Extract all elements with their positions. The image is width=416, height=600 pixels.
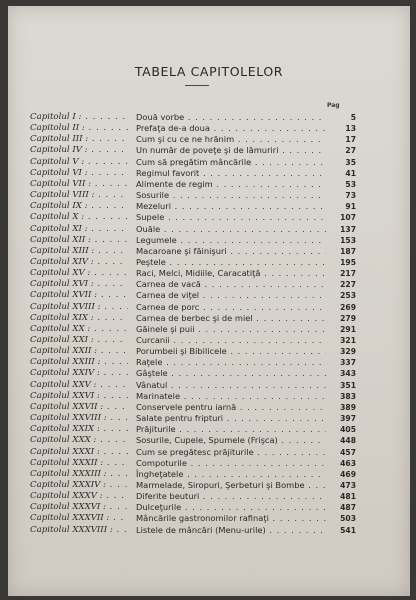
chapter-number: Capitolul XXXVI : . . . — [30, 502, 128, 513]
chapter-title: Sosurile . . . — [136, 190, 326, 201]
chapter-page-number: 469 — [340, 469, 356, 479]
chapter-page-number: 27 — [345, 146, 356, 156]
chapter-number: Capitolul XXI : . . . — [30, 335, 128, 346]
chapter-number: Capitolul XXXI : . . . — [30, 447, 128, 458]
chapter-number: Capitolul XXXVIII : . . . — [30, 525, 128, 536]
chapter-number: Capitolul XXXII : . . . — [30, 458, 128, 469]
chapter-number: Capitolul VIII : . . . — [30, 190, 128, 201]
chapter-number: Capitolul XX : . . . — [30, 324, 128, 335]
chapter-number: Capitolul XVIII : . . . — [30, 302, 128, 313]
toc-row — [8, 279, 410, 290]
chapter-page-number: 448 — [340, 436, 356, 446]
chapter-number: Capitolul XII : . . . — [30, 235, 128, 246]
chapter-page-number: 187 — [340, 246, 356, 256]
chapter-page-number: 227 — [340, 280, 356, 290]
chapter-page-number: 473 — [340, 480, 356, 490]
chapter-page-number: 5 — [350, 113, 356, 122]
chapter-title: Mezeluri . . . — [136, 201, 326, 212]
chapter-number: Capitolul XXV : . . . — [30, 380, 128, 391]
toc-row — [8, 513, 410, 524]
page-title: TABELA CAPITOLELOR — [134, 64, 284, 79]
chapter-title: Carnea de vacă . . . — [136, 279, 326, 290]
chapter-title: Sosurile, Cupele, Spumele (Frişca) . . . — [136, 435, 326, 446]
chapter-page-number: 397 — [340, 414, 356, 424]
chapter-number: Capitolul IX : . . . — [30, 201, 128, 212]
chapter-title: Listele de mâncări (Menu-urile) . . . — [136, 525, 326, 536]
chapter-title: Peştele . . . — [136, 257, 326, 268]
chapter-title: Două vorbe . . . — [136, 112, 326, 123]
chapter-title: Porumbeii şi Bibilicele . . . — [136, 346, 326, 357]
chapter-page-number: 73 — [345, 191, 356, 201]
toc-row — [8, 157, 410, 168]
chapter-page-number: 337 — [340, 358, 356, 368]
toc-row — [8, 235, 410, 246]
chapter-number: Capitolul V : . . . — [30, 157, 128, 168]
toc-row — [8, 346, 410, 357]
toc-row — [8, 391, 410, 402]
chapter-title: Diferite beuturi . . . — [136, 491, 326, 502]
chapter-title: Carnea de porc . . . — [136, 302, 326, 313]
toc-row — [8, 525, 410, 536]
chapter-page-number: 351 — [340, 380, 356, 390]
chapter-title: Cum şi cu ce ne hrănim . . . — [136, 134, 326, 145]
toc-row — [8, 469, 410, 480]
toc-row — [8, 224, 410, 235]
toc-row — [8, 424, 410, 435]
chapter-page-number: 253 — [340, 291, 356, 301]
toc-row — [8, 480, 410, 491]
chapter-page-number: 457 — [340, 447, 356, 457]
chapter-number: Capitolul XV : . . . — [30, 268, 128, 279]
chapter-number: Capitolul XIV : . . . — [30, 257, 128, 268]
chapter-title: Salate pentru fripturi . . . — [136, 413, 326, 424]
chapter-page-number: 217 — [340, 269, 356, 279]
toc-row — [8, 491, 410, 502]
chapter-number: Capitolul XXXIV : . . . — [30, 480, 128, 491]
chapter-number: Capitolul XXIX : . . . — [30, 424, 128, 435]
chapter-number: Capitolul XIII : . . . — [30, 246, 128, 257]
chapter-number: Capitolul XXX : . . . — [30, 435, 128, 446]
toc-row — [8, 447, 410, 458]
chapter-page-number: 383 — [340, 391, 356, 401]
chapter-number: Capitolul XXVI : . . . — [30, 391, 128, 402]
chapter-number: Capitolul VII : . . . — [30, 179, 128, 190]
chapter-title: Mâncările gastronomilor rafinaţi . . . — [136, 513, 326, 524]
chapter-title: Legumele . . . — [136, 235, 326, 246]
chapter-page-number: 269 — [340, 302, 356, 312]
chapter-number: Capitolul X : . . . — [30, 212, 128, 223]
chapter-page-number: 291 — [340, 324, 356, 334]
chapter-title: Curcanii . . . — [136, 335, 326, 346]
toc-row — [8, 368, 410, 379]
chapter-title: Conservele pentru iarnă . . . — [136, 402, 326, 413]
page-column-label: Pag — [327, 102, 340, 109]
chapter-number: Capitolul VI : . . . — [30, 168, 128, 179]
chapter-number: Capitolul XXXIII : . . . — [30, 469, 128, 480]
toc-row — [8, 123, 410, 134]
chapter-title: Macaroane şi făinişuri . . . — [136, 246, 326, 257]
chapter-title: Supele . . . — [136, 212, 326, 223]
chapter-page-number: 389 — [340, 402, 356, 412]
toc-row — [8, 190, 410, 201]
toc-row — [8, 112, 410, 123]
chapter-number: Capitolul IV : . . . — [30, 145, 128, 156]
toc-row — [8, 302, 410, 313]
toc-row — [8, 179, 410, 190]
chapter-number: Capitolul XXII : . . . — [30, 346, 128, 357]
chapter-page-number: 53 — [345, 179, 356, 189]
chapter-page-number: 463 — [340, 458, 356, 468]
chapter-page-number: 153 — [340, 235, 356, 245]
chapter-number: Capitolul XXIII : . . . — [30, 357, 128, 368]
chapter-page-number: 343 — [340, 369, 356, 379]
chapter-title: Alimente de regim . . . — [136, 179, 326, 190]
chapter-number: Capitolul XVII : . . . — [30, 290, 128, 301]
toc-row — [8, 313, 410, 324]
chapter-number: Capitolul II : . . . — [30, 123, 128, 134]
toc-row — [8, 201, 410, 212]
chapter-number: Capitolul XXIV : . . . — [30, 368, 128, 379]
chapter-page-number: 195 — [340, 257, 356, 267]
chapter-title: Cum să pregătim mâncările . . . — [136, 157, 326, 168]
chapter-page-number: 137 — [340, 224, 356, 234]
title-divider — [185, 85, 209, 86]
toc-row — [8, 502, 410, 513]
chapter-title: Carnea de viţel . . . — [136, 290, 326, 301]
toc-row — [8, 435, 410, 446]
toc-row — [8, 357, 410, 368]
toc-row — [8, 402, 410, 413]
chapter-title: Vânatul . . . — [136, 380, 326, 391]
chapter-number: Capitolul XXXV : . . . — [30, 491, 128, 502]
toc-row — [8, 335, 410, 346]
chapter-page-number: 41 — [345, 168, 356, 178]
chapter-number: Capitolul XXVIII : . . . — [30, 413, 128, 424]
chapter-page-number: 503 — [340, 514, 356, 524]
chapter-title: Prăjiturile . . . — [136, 424, 326, 435]
toc-row — [8, 246, 410, 257]
chapter-number: Capitolul I : . . . — [30, 112, 128, 123]
chapter-page-number: 17 — [345, 135, 356, 145]
chapter-title: Raţele . . . — [136, 357, 326, 368]
toc-row — [8, 268, 410, 279]
chapter-page-number: 35 — [345, 157, 356, 167]
toc-row — [8, 324, 410, 335]
chapter-number: Capitolul XIX : . . . — [30, 313, 128, 324]
chapter-title: Găinele şi puii . . . — [136, 324, 326, 335]
chapter-page-number: 541 — [340, 525, 356, 535]
toc-row — [8, 413, 410, 424]
chapter-page-number: 481 — [340, 492, 356, 502]
chapter-page-number: 13 — [345, 124, 356, 134]
chapter-title: Carnea de berbec şi de miel . . . — [136, 313, 326, 324]
chapter-title: Prefaţa de-a doua . . . — [136, 123, 326, 134]
chapter-number: Capitolul III : . . . — [30, 134, 128, 145]
chapter-title: Compoturile . . . — [136, 458, 326, 469]
toc-row — [8, 290, 410, 301]
chapter-page-number: 91 — [345, 202, 356, 212]
toc-row — [8, 380, 410, 391]
chapter-page-number: 487 — [340, 503, 356, 513]
chapter-title: Marmelade, Siropuri, Şerbeturi şi Bombe . . . — [136, 480, 326, 491]
chapter-number: Capitolul XVI : . . . — [30, 279, 128, 290]
chapter-title: Ouăle . . . — [136, 224, 326, 235]
toc-row — [8, 257, 410, 268]
toc-row — [8, 134, 410, 145]
chapter-page-number: 107 — [340, 213, 356, 223]
chapter-title: Cum se pregătesc prăjiturile . . . — [136, 447, 326, 458]
chapter-title: Un număr de poveţe şi de lămuriri . . . — [136, 145, 326, 156]
chapter-title: Gâştele . . . — [136, 368, 326, 379]
chapter-page-number: 329 — [340, 347, 356, 357]
chapter-number: Capitolul XI : . . . — [30, 224, 128, 235]
chapter-number: Capitolul XXXVII : . . . — [30, 513, 128, 524]
chapter-page-number: 321 — [340, 336, 356, 345]
book-page — [8, 6, 410, 596]
chapter-title: Dulceţurile . . . — [136, 502, 326, 513]
chapter-page-number: 405 — [340, 425, 356, 435]
chapter-title: Regimul favorit . . . — [136, 168, 326, 179]
chapter-title: Raci, Melci, Midiile, Caracatiţă . . . — [136, 268, 326, 279]
chapter-number: Capitolul XXVII : . . . — [30, 402, 128, 413]
toc-row — [8, 168, 410, 179]
chapter-page-number: 279 — [340, 313, 356, 323]
chapter-title: Îngheţatele . . . — [136, 469, 326, 480]
toc-row — [8, 145, 410, 156]
toc-row — [8, 212, 410, 223]
chapter-title: Marinatele . . . — [136, 391, 326, 402]
toc-row — [8, 458, 410, 469]
